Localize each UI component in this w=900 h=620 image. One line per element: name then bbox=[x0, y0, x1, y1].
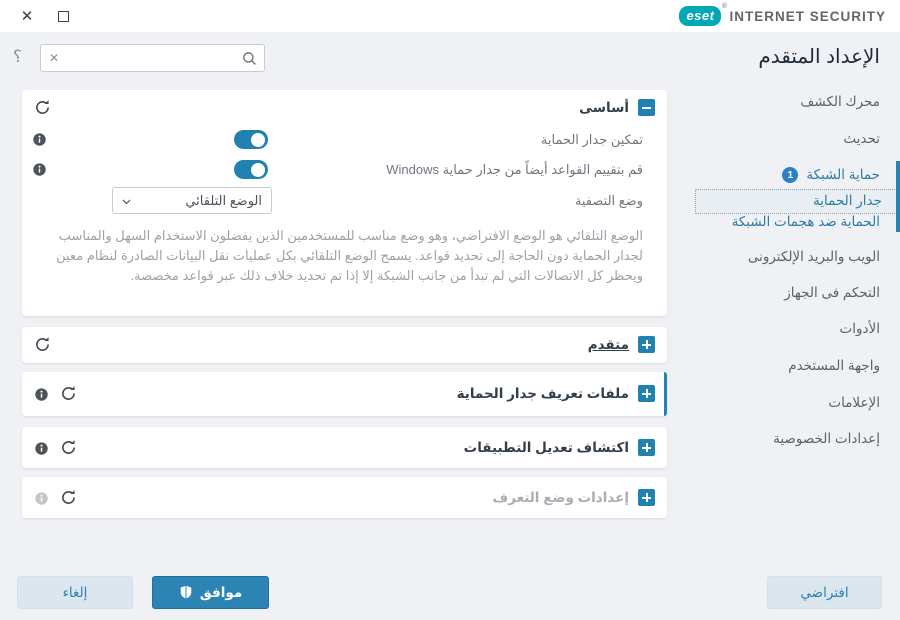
revert-icon[interactable] bbox=[34, 99, 51, 116]
enable-firewall-toggle[interactable] bbox=[234, 130, 268, 149]
clear-search-icon[interactable]: ✕ bbox=[49, 51, 60, 65]
sidebar-item-device-control[interactable]: التحكم فى الجهاز bbox=[784, 285, 880, 300]
panel-learning-mode-title: إعدادات وضع التعرف bbox=[492, 490, 629, 505]
ok-button[interactable]: موافق bbox=[152, 576, 269, 609]
filtering-mode-label: وضع التصفية bbox=[574, 193, 643, 208]
panel-basic-title[interactable]: أساسى bbox=[579, 100, 629, 115]
search-icon[interactable] bbox=[238, 51, 264, 66]
sidebar-item-user-interface[interactable]: واجهة المستخدم bbox=[788, 358, 880, 373]
panel-learning-mode bbox=[22, 477, 667, 518]
panel-basic bbox=[22, 90, 667, 316]
collapse-icon[interactable] bbox=[638, 99, 655, 116]
shield-icon bbox=[179, 585, 193, 600]
filtering-mode-description: الوضع التلقائي هو الوضع الافتراضي، وهو وضع مناسب للمستخدمين الذين يفضلون الاستخدام السهل والمناسب لجدار الحماية دون الحاجة إلى تحديد قواعد. يسمح الوضع التلقائي بكل عمليات نقل البيانات الصادرة لنظام معين ويحظر كل الاتصالات التي لم تبدأ من جانب الشبكة إلا إذا تم تحديد خلاف ذلك عبر قواعد مخصصة. bbox=[56, 228, 643, 284]
notification-badge: 1 bbox=[782, 167, 798, 183]
sidebar-item-network-protection[interactable]: حماية الشبكة 1 bbox=[782, 167, 880, 183]
search-box bbox=[40, 44, 265, 72]
help-icon[interactable]: ؟ bbox=[13, 47, 23, 66]
panel-advanced-title[interactable]: متقدم bbox=[587, 337, 629, 352]
search-input[interactable] bbox=[67, 45, 238, 71]
revert-icon[interactable] bbox=[60, 439, 77, 456]
maximize-icon[interactable] bbox=[48, 0, 78, 32]
filtering-mode-select[interactable] bbox=[112, 187, 272, 214]
panel-firewall-profiles-title[interactable]: ملفات تعريف جدار الحماية bbox=[456, 386, 629, 401]
revert-icon[interactable] bbox=[34, 336, 51, 353]
sidebar-item-tools[interactable]: الأدوات bbox=[839, 321, 880, 336]
product-name: INTERNET SECURITY bbox=[729, 8, 886, 24]
sidebar-item-network-attack-protection[interactable]: الحماية ضد هجمات الشبكة bbox=[731, 214, 880, 229]
panel-app-modification-title[interactable]: اكتشاف تعديل التطبيقات bbox=[463, 440, 629, 455]
info-icon-disabled bbox=[34, 491, 49, 506]
evaluate-windows-rules-toggle[interactable] bbox=[234, 160, 268, 179]
expand-icon[interactable] bbox=[638, 489, 655, 506]
panel-firewall-profiles bbox=[22, 372, 667, 416]
info-icon[interactable] bbox=[34, 441, 49, 456]
panel-app-modification bbox=[22, 427, 667, 468]
info-icon[interactable] bbox=[32, 162, 47, 177]
sidebar-item-privacy-settings[interactable]: إعدادات الخصوصية bbox=[773, 431, 880, 446]
brand-logo bbox=[679, 0, 886, 32]
evaluate-windows-rules-label: قم بتقييم القواعد أيضاً من جدار حماية Windows bbox=[386, 162, 643, 177]
info-icon[interactable] bbox=[34, 387, 49, 402]
sidebar-item-firewall[interactable]: جدار الحماية bbox=[695, 189, 897, 214]
close-icon[interactable]: ✕ bbox=[20, 8, 34, 25]
filtering-mode-value: الوضع التلقائي bbox=[185, 192, 262, 208]
panel-advanced bbox=[22, 327, 667, 363]
expand-icon[interactable] bbox=[638, 439, 655, 456]
revert-icon[interactable] bbox=[60, 385, 77, 402]
sidebar-item-notifications[interactable]: الإعلامات bbox=[828, 395, 880, 410]
enable-firewall-label: تمكين جدار الحماية bbox=[540, 132, 643, 147]
sidebar-item-update[interactable]: تحديث bbox=[843, 131, 880, 146]
expand-icon[interactable] bbox=[638, 336, 655, 353]
expand-icon[interactable] bbox=[638, 385, 655, 402]
cancel-button[interactable]: إلغاء bbox=[17, 576, 133, 609]
active-section-indicator bbox=[896, 161, 900, 232]
info-icon[interactable] bbox=[32, 132, 47, 147]
default-button[interactable]: افتراضي bbox=[767, 576, 882, 609]
sidebar-item-detection-engine[interactable]: محرك الكشف bbox=[800, 94, 880, 109]
titlebar bbox=[0, 0, 900, 32]
chevron-down-icon bbox=[113, 197, 140, 205]
modified-section-indicator bbox=[664, 372, 668, 416]
eset-logo-icon: eset ® bbox=[679, 6, 721, 26]
sidebar-item-web-email[interactable]: الويب والبريد الإلكترونى bbox=[747, 249, 880, 264]
page-title: الإعداد المتقدم bbox=[758, 46, 880, 68]
revert-icon[interactable] bbox=[60, 489, 77, 506]
